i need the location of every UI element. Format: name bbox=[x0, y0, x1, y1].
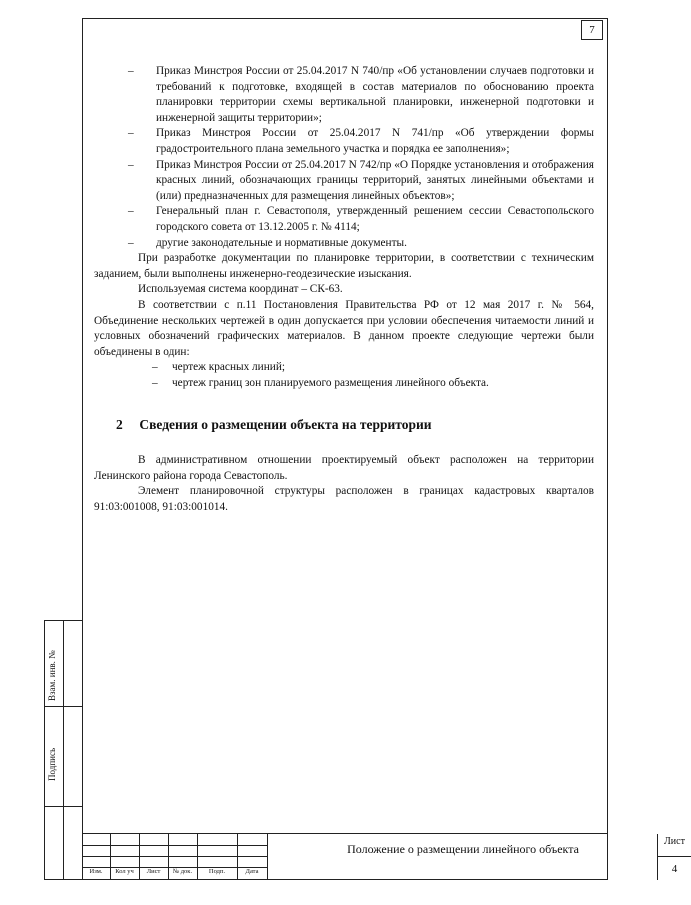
tb-label: Кол уч bbox=[115, 868, 134, 875]
dash: – bbox=[152, 361, 158, 374]
list-item: – чертеж границ зон планируемого размещения линейного объекта. bbox=[94, 376, 594, 392]
dash: – bbox=[128, 158, 134, 171]
paragraph: В соответствии с п.11 Постановления Правительства РФ от 12 мая 2017 г. № 564, Объединение нескольких чертежей в один допускается при условии обеспечения читаемости линий и условных обозначений графических материалов. В данном проекте следующие чертежи были объединены в один: bbox=[94, 298, 594, 358]
section-number: 2 bbox=[116, 417, 123, 433]
side-stamp bbox=[44, 620, 82, 880]
document-body bbox=[94, 64, 594, 515]
dash: – bbox=[128, 205, 134, 218]
list-item: – Приказ Минстроя России от 25.04.2017 N 740/пр «Об установлении случаев подготовки и требований к подготовке, входящей в состав материалов по обоснованию проекта планировки территории схемы вертикальной планировки, инженерной подготовки и инженерной защиты территории»; bbox=[128, 65, 594, 124]
sheet-box bbox=[657, 834, 690, 880]
page-number: 7 bbox=[581, 20, 603, 40]
tb-label: Лист bbox=[146, 868, 161, 875]
dash: – bbox=[128, 236, 134, 249]
document-title: Положение о размещении линейного объекта bbox=[347, 842, 579, 856]
dash: – bbox=[128, 65, 134, 77]
sheet-label: Лист bbox=[664, 836, 685, 847]
paragraph: В административном отношении проектируемый объект расположен на территории Ленинского района города Севастополь. bbox=[94, 454, 594, 482]
dash: – bbox=[152, 376, 158, 389]
section-title: Сведения о размещении объекта на территории bbox=[139, 417, 432, 433]
list-item: – чертеж красных линий; bbox=[94, 360, 594, 376]
section-heading bbox=[94, 417, 594, 433]
reference-list bbox=[94, 64, 594, 251]
side-label-podpis: Подпись bbox=[47, 747, 57, 781]
tb-label: Подп. bbox=[208, 868, 226, 875]
merged-drawings-list bbox=[94, 360, 594, 391]
side-label-vzam: Взам. инв. № bbox=[47, 650, 57, 701]
sheet-number: 4 bbox=[658, 856, 691, 881]
list-item: – Генеральный план г. Севастополя, утвержденный решением сессии Севастопольского городского совета от 13.12.2005 г. № 4114; bbox=[128, 205, 594, 233]
paragraph: При разработке документации по планировке территории, в соответствии с техническим заданием, были выполнены инженерно-геодезические изыскания. bbox=[94, 252, 594, 280]
tb-label: Дата bbox=[245, 868, 259, 875]
list-item: – другие законодательные и нормативные документы. bbox=[94, 236, 594, 252]
list-item: – Приказ Минстроя России от 25.04.2017 N 742/пр «О Порядке установления и отображения красных линий, обозначающих границы территорий, занятых линейными объектами и (или) предназначенных для размещения линейных объектов»; bbox=[128, 158, 594, 202]
paragraph: Элемент планировочной структуры расположен в границах кадастровых кварталов 91:03:001008, 91:03:001014. bbox=[94, 485, 594, 513]
dash: – bbox=[128, 127, 134, 140]
paragraph: Используемая система координат – СК-63. bbox=[138, 283, 343, 296]
tb-label: Изм. bbox=[89, 868, 103, 875]
tb-label: № док. bbox=[172, 868, 193, 875]
title-block-grid bbox=[82, 834, 267, 880]
title-block bbox=[82, 833, 685, 880]
list-item: – Приказ Минстроя России от 25.04.2017 N 741/пр «Об утверждении формы градостроительного плана земельного участка и порядка ее заполнения»; bbox=[128, 127, 594, 155]
